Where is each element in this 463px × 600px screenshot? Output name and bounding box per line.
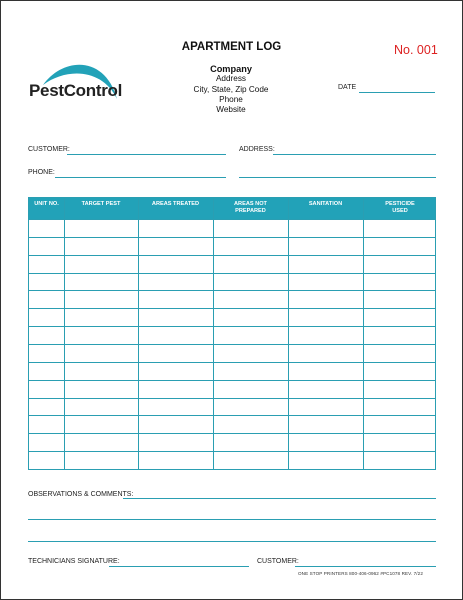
table-row[interactable] [29, 219, 435, 220]
customer-signature-field[interactable] [295, 566, 436, 567]
printer-footer: ONE STOP PRINTERS 800-406-0962 #PC1078 REV. 7/22 [298, 571, 423, 576]
table-row[interactable] [29, 237, 435, 238]
table-row[interactable] [29, 362, 435, 363]
table-row[interactable] [29, 398, 435, 399]
company-phone: Phone [219, 94, 243, 104]
company-address: Address [215, 74, 247, 84]
customer-label: CUSTOMER: [28, 146, 70, 153]
address-label: ADDRESS: [239, 146, 275, 153]
phone-label: PHONE: [28, 169, 55, 176]
form-title: APARTMENT LOG [181, 41, 282, 53]
company-info [171, 64, 291, 115]
table-row[interactable] [29, 308, 435, 309]
table-row[interactable] [29, 255, 435, 256]
date-label: DATE [338, 84, 357, 91]
company-website: Website [216, 105, 246, 115]
observations-line-2[interactable] [28, 519, 436, 520]
date-field[interactable] [359, 92, 435, 93]
phone-field[interactable] [55, 177, 226, 178]
col-areas-not-prepared: AREAS NOT PREPARED [234, 201, 267, 214]
col-target-pest: TARGET PEST [81, 201, 121, 207]
table-row[interactable] [29, 415, 435, 416]
table-row[interactable] [29, 273, 435, 274]
table-row[interactable] [29, 451, 435, 452]
col-pesticide-used: PESTICIDE USED [385, 201, 415, 214]
table-row[interactable] [29, 290, 435, 291]
col-sanitation: SANITATION [308, 201, 343, 207]
observations-line-3[interactable] [28, 541, 436, 542]
technician-signature-field[interactable] [109, 566, 249, 567]
table-row[interactable] [29, 380, 435, 381]
apartment-log-table [28, 197, 436, 470]
observations-label: OBSERVATIONS & COMMENTS: [28, 491, 134, 498]
observations-line-1[interactable] [123, 498, 436, 499]
extra-field[interactable] [239, 177, 436, 178]
table-row[interactable] [29, 433, 435, 434]
table-header [29, 198, 435, 219]
document-number: No. 001 [394, 43, 438, 57]
table-row[interactable] [29, 344, 435, 345]
company-name: Company [210, 64, 252, 74]
customer-field[interactable] [67, 154, 226, 155]
technician-signature-label: TECHNICIANS SIGNATURE: [28, 558, 120, 565]
customer-signature-label: CUSTOMER: [257, 558, 299, 565]
address-field[interactable] [273, 154, 436, 155]
col-areas-treated: AREAS TREATED [151, 201, 200, 207]
logo-text: PestControl [29, 81, 123, 100]
company-city-line: City, State, Zip Code [193, 84, 269, 94]
table-row[interactable] [29, 326, 435, 327]
col-unit-no: UNIT NO. [34, 201, 59, 207]
